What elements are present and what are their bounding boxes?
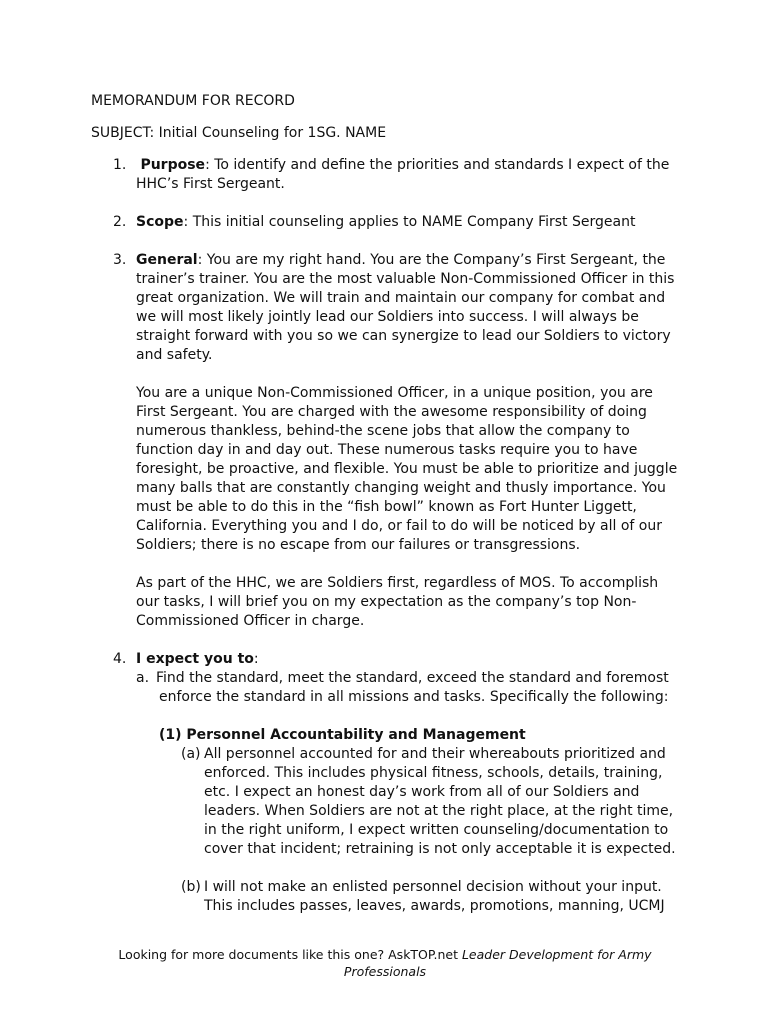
item-3-line-6: and safety. bbox=[136, 347, 213, 363]
item-4a-number: a. bbox=[136, 670, 150, 686]
item-3-para2-line-9: Soldiers; there is no escape from our failures or transgressions. bbox=[136, 537, 581, 553]
item-1-number: 1. bbox=[113, 157, 127, 173]
sub-a-line-3: etc. I expect an honest day’s work from all of our Soldiers and bbox=[204, 784, 640, 800]
item-3-para3-line-1: As part of the HHC, we are Soldiers first, regardless of MOS. To accomplish bbox=[136, 575, 659, 591]
item-3-para2-line-3: numerous thankless, behind-the scene jobs that allow the company to bbox=[136, 423, 630, 439]
item-3-para3-line-2: our tasks, I will brief you on my expectation as the company’s top Non- bbox=[136, 594, 637, 610]
footer-text: Looking for more documents like this one? AskTOP.net bbox=[118, 947, 462, 962]
item-1-label: Purpose bbox=[140, 157, 206, 173]
item-3-para2-line-2: First Sergeant. You are charged with the awesome responsibility of doing bbox=[136, 404, 647, 420]
item-1-line-1: Purpose: To identify and define the priorities and standards I expect of the bbox=[140, 157, 670, 173]
footer-line-2 bbox=[0, 963, 770, 980]
sub-b-line-1: I will not make an enlisted personnel decision without your input. bbox=[204, 879, 662, 895]
item-3-para3-line-3: Commissioned Officer in charge. bbox=[136, 613, 365, 629]
item-3-line-5: straight forward with you so we can synergize to lead our Soldiers to victory bbox=[136, 328, 671, 344]
item-2-label: Scope bbox=[136, 214, 184, 230]
item-2-number: 2. bbox=[113, 214, 127, 230]
item-3-line-1: General: You are my right hand. You are the Company’s First Sergeant, the bbox=[136, 252, 666, 268]
item-3-para2-line-8: California. Everything you and I do, or fail to do will be noticed by all of our bbox=[136, 518, 662, 534]
sub-a-line-4: leaders. When Soldiers are not at the right place, at the right time, bbox=[204, 803, 674, 819]
item-3-para2-line-1: You are a unique Non-Commissioned Officer, in a unique position, you are bbox=[136, 385, 653, 401]
section-personnel-accountability: (1) Personnel Accountability and Management bbox=[159, 727, 526, 743]
item-3-para2-line-5: foresight, be proactive, and flexible. You must be able to prioritize and juggle bbox=[136, 461, 678, 477]
item-4-label: I expect you to bbox=[136, 651, 254, 667]
footer-line-1 bbox=[0, 946, 770, 963]
item-3-para2-line-4: function day in and day out. These numerous tasks require you to have bbox=[136, 442, 638, 458]
sub-b-number: (b) bbox=[181, 879, 201, 895]
item-3-line-4: we will most likely jointly lead our Soldiers into success. I will always be bbox=[136, 309, 639, 325]
item-3-line-3: great organization. We will train and maintain our company for combat and bbox=[136, 290, 666, 306]
item-1-line-2: HHC’s First Sergeant. bbox=[136, 176, 285, 192]
sub-a-line-6: cover that incident; retraining is not only acceptable it is expected. bbox=[204, 841, 676, 857]
item-4a-line-1: Find the standard, meet the standard, exceed the standard and foremost bbox=[156, 670, 669, 686]
item-3-line-2: trainer’s trainer. You are the most valuable Non-Commissioned Officer in this bbox=[136, 271, 675, 287]
footer-italic-2: Professionals bbox=[343, 964, 427, 979]
memo-heading: MEMORANDUM FOR RECORD bbox=[91, 93, 295, 109]
item-4-line-1: I expect you to: bbox=[136, 651, 259, 667]
sub-a-number: (a) bbox=[181, 746, 201, 762]
sub-a-line-1: All personnel accounted for and their whereabouts prioritized and bbox=[204, 746, 666, 762]
item-4-number: 4. bbox=[113, 651, 127, 667]
item-3-label: General bbox=[136, 252, 198, 268]
subject-line: SUBJECT: Initial Counseling for 1SG. NAME bbox=[91, 125, 387, 141]
sub-a-line-5: in the right uniform, I expect written counseling/documentation to bbox=[204, 822, 669, 838]
item-4a-line-2: enforce the standard in all missions and tasks. Specifically the following: bbox=[159, 689, 669, 705]
item-2-line-1: Scope: This initial counseling applies to NAME Company First Sergeant bbox=[136, 214, 636, 230]
item-3-para2-line-6: many balls that are constantly changing weight and thusly importance. You bbox=[136, 480, 666, 496]
item-3-number: 3. bbox=[113, 252, 127, 268]
item-3-para2-line-7: must be able to do this in the “fish bowl” known as Fort Hunter Liggett, bbox=[136, 499, 637, 515]
sub-a-line-2: enforced. This includes physical fitness, schools, details, training, bbox=[204, 765, 663, 781]
sub-b-line-2: This includes passes, leaves, awards, promotions, manning, UCMJ bbox=[204, 898, 665, 914]
footer-italic-1: Leader Development for Army bbox=[461, 947, 652, 962]
